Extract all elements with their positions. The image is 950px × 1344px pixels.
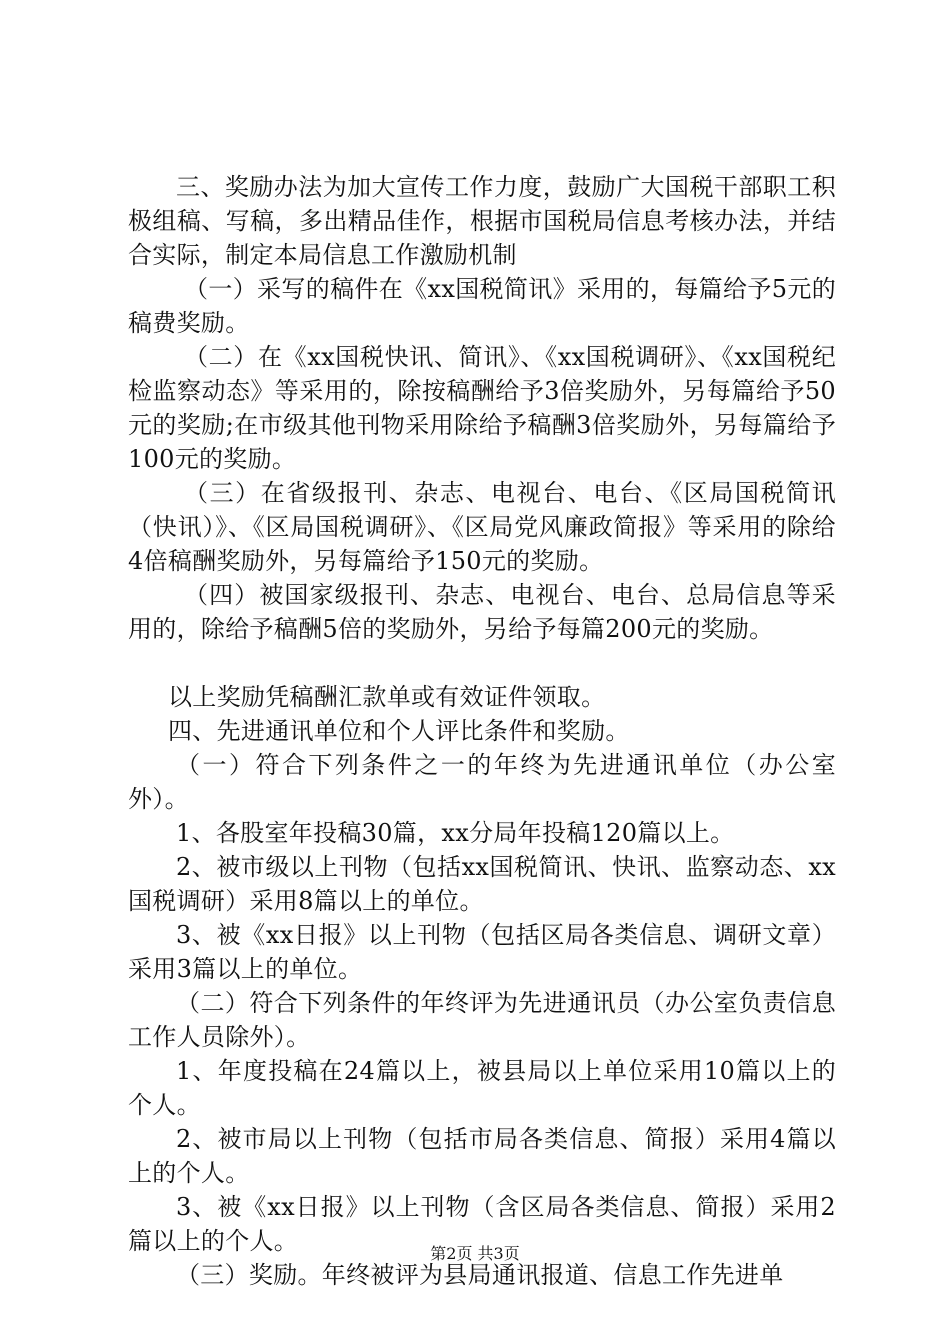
paragraph-section-four: 四、先进通讯单位和个人评比条件和奖励。 (168, 717, 630, 745)
paragraph-correspondent-criterion-1: 1、年度投稿在24篇以上，被县局以上单位采用10篇以上的个人。 (128, 1057, 836, 1119)
document-body (128, 170, 836, 1292)
paragraph-reward-claim: 以上奖励凭稿酬汇款单或有效证件领取。 (168, 683, 606, 711)
paragraph-item-four: （四）被国家级报刊、杂志、电视台、电台、总局信息等采用的，除给予稿酬5倍的奖励外，另给予每篇200元的奖励。 (128, 581, 836, 643)
paragraph-correspondent-criterion-2: 2、被市局以上刊物（包括市局各类信息、简报）采用4篇以上的个人。 (128, 1125, 836, 1187)
paragraph-item-one: （一）采写的稿件在《xx国税简讯》采用的，每篇给予5元的稿费奖励。 (128, 275, 836, 337)
paragraph-gap (128, 646, 836, 680)
paragraph-item-three: （三）在省级报刊、杂志、电视台、电台、《区局国税简讯（快讯）》、《区局国税调研》、《区局党风廉政简报》等采用的除给4倍稿酬奖励外，另每篇给予150元的奖励。 (128, 479, 836, 575)
paragraph-item-two: （二）在《xx国税快讯、简讯》、《xx国税调研》、《xx国税纪检监察动态》等采用的，除按稿酬给予3倍奖励外，另每篇给予50元的奖励;在市级其他刊物采用除给予稿酬3倍奖励外，另每篇给予100元的奖励。 (128, 343, 836, 473)
paragraph-section-three: 三、奖励办法为加大宣传工作力度，鼓励广大国税干部职工积极组稿、写稿，多出精品佳作，根据市国税局信息考核办法，并结合实际，制定本局信息工作激励机制 (128, 173, 836, 269)
paragraph-unit-criterion-3: 3、被《xx日报》以上刊物（包括区局各类信息、调研文章）采用3篇以上的单位。 (128, 921, 836, 983)
page-number-footer: 第2页 共3页 (430, 1244, 520, 1263)
paragraph-correspondent-criteria: （二）符合下列条件的年终评为先进通讯员（办公室负责信息工作人员除外）。 (128, 989, 836, 1051)
paragraph-correspondent-criterion-3: 3、被《xx日报》以上刊物（含区局各类信息、简报）采用2篇以上的个人。 (128, 1193, 836, 1255)
paragraph-unit-criterion-1: 1、各股室年投稿30篇，xx分局年投稿120篇以上。 (176, 819, 735, 847)
paragraph-rewards: （三）奖励。年终被评为县局通讯报道、信息工作先进单 (176, 1261, 784, 1289)
paragraph-unit-criteria: （一）符合下列条件之一的年终为先进通讯单位（办公室外）。 (128, 751, 836, 813)
paragraph-unit-criterion-2: 2、被市级以上刊物（包括xx国税简讯、快讯、监察动态、xx国税调研）采用8篇以上的单位。 (128, 853, 836, 915)
